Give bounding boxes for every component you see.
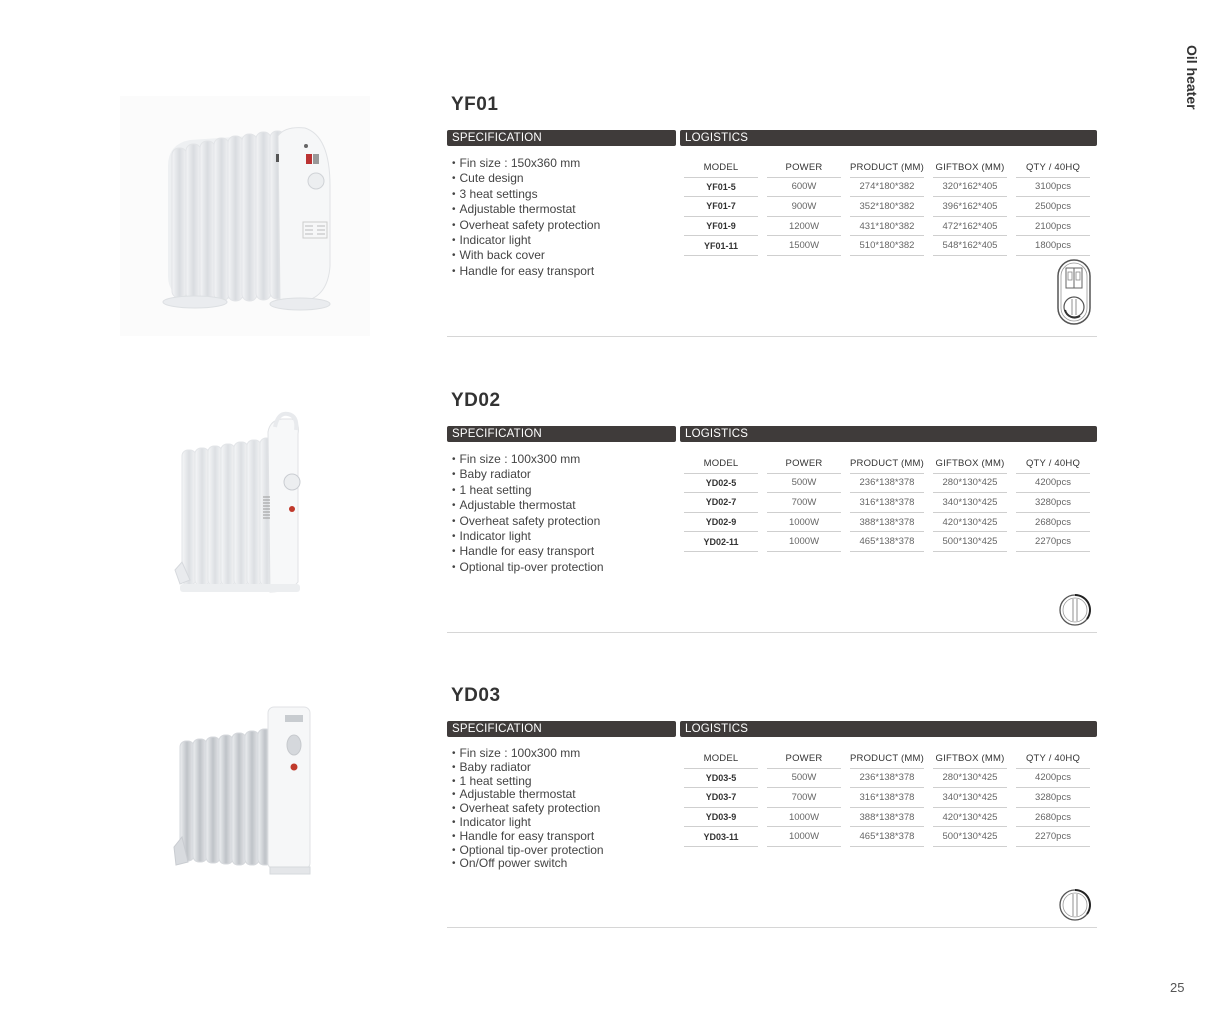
logistics-table bbox=[675, 454, 1099, 552]
cell-qty: 3280pcs bbox=[1016, 493, 1090, 513]
column-header-giftbox: GIFTBOX (MM) bbox=[933, 158, 1007, 178]
cell-product: 510*180*382 bbox=[850, 236, 924, 256]
table-row bbox=[684, 236, 1090, 256]
spec-item: • Fin size : 100x300 mm bbox=[452, 452, 604, 467]
thermostat-switch-panel-icon bbox=[1056, 258, 1092, 326]
column-header-giftbox: GIFTBOX (MM) bbox=[933, 749, 1007, 769]
model-title: YF01 bbox=[451, 94, 499, 115]
cell-giftbox: 320*162*405 bbox=[933, 178, 1007, 198]
table-row bbox=[684, 197, 1090, 217]
column-header-product: PRODUCT (MM) bbox=[850, 454, 924, 474]
cell-qty: 2270pcs bbox=[1016, 827, 1090, 847]
cell-model: YD02-5 bbox=[684, 474, 758, 494]
spec-item: • Indicator light bbox=[452, 233, 600, 248]
page-number: 25 bbox=[1170, 980, 1185, 995]
cell-model: YD03-7 bbox=[684, 788, 758, 808]
cell-power: 500W bbox=[767, 769, 841, 789]
model-title: YD03 bbox=[451, 685, 501, 706]
spec-item: • Overheat safety protection bbox=[452, 802, 604, 816]
spec-item: • Handle for easy transport bbox=[452, 264, 600, 279]
product-section-yd02 bbox=[0, 382, 1219, 678]
cell-qty: 3280pcs bbox=[1016, 788, 1090, 808]
column-header-model: MODEL bbox=[684, 749, 758, 769]
table-row bbox=[684, 827, 1090, 847]
cell-qty: 4200pcs bbox=[1016, 769, 1090, 789]
spec-item: • Optional tip-over protection bbox=[452, 560, 604, 575]
column-header-qty: QTY / 40HQ bbox=[1016, 158, 1090, 178]
thermostat-knob-icon bbox=[1057, 887, 1093, 923]
cell-qty: 4200pcs bbox=[1016, 474, 1090, 494]
cell-power: 600W bbox=[767, 178, 841, 198]
cell-product: 465*138*378 bbox=[850, 827, 924, 847]
oil-heater-rounded-image bbox=[120, 96, 370, 336]
cell-model: YD02-11 bbox=[684, 532, 758, 552]
spec-item: • Baby radiator bbox=[452, 467, 604, 482]
column-header-model: MODEL bbox=[684, 454, 758, 474]
cell-product: 431*180*382 bbox=[850, 217, 924, 237]
spec-item: • Adjustable thermostat bbox=[452, 498, 604, 513]
cell-qty: 2270pcs bbox=[1016, 532, 1090, 552]
spec-item: • Overheat safety protection bbox=[452, 514, 604, 529]
column-header-qty: QTY / 40HQ bbox=[1016, 749, 1090, 769]
cell-qty: 2100pcs bbox=[1016, 217, 1090, 237]
spec-item: • Optional tip-over protection bbox=[452, 844, 604, 858]
cell-power: 700W bbox=[767, 493, 841, 513]
spec-item: • Indicator light bbox=[452, 529, 604, 544]
cell-product: 316*138*378 bbox=[850, 493, 924, 513]
product-section-yd03 bbox=[0, 677, 1219, 973]
cell-product: 316*138*378 bbox=[850, 788, 924, 808]
spec-item: • Fin size : 100x300 mm bbox=[452, 747, 604, 761]
cell-giftbox: 548*162*405 bbox=[933, 236, 1007, 256]
table-header-row bbox=[684, 749, 1090, 769]
spec-list bbox=[452, 452, 604, 575]
cell-power: 1200W bbox=[767, 217, 841, 237]
cell-giftbox: 420*130*425 bbox=[933, 513, 1007, 533]
table-row bbox=[684, 474, 1090, 494]
model-title: YD02 bbox=[451, 390, 501, 411]
column-header-power: POWER bbox=[767, 749, 841, 769]
spec-item: • Indicator light bbox=[452, 816, 604, 830]
spec-item: • Adjustable thermostat bbox=[452, 788, 604, 802]
spec-item: • Adjustable thermostat bbox=[452, 202, 600, 217]
logistics-header: LOGISTICS bbox=[680, 130, 1097, 146]
cell-giftbox: 340*130*425 bbox=[933, 493, 1007, 513]
table-row bbox=[684, 178, 1090, 198]
cell-giftbox: 396*162*405 bbox=[933, 197, 1007, 217]
table-row bbox=[684, 493, 1090, 513]
cell-power: 1000W bbox=[767, 532, 841, 552]
spec-item: • 3 heat settings bbox=[452, 187, 600, 202]
cell-power: 500W bbox=[767, 474, 841, 494]
logistics-table bbox=[675, 158, 1099, 256]
column-header-qty: QTY / 40HQ bbox=[1016, 454, 1090, 474]
table-row bbox=[684, 769, 1090, 789]
cell-power: 1000W bbox=[767, 513, 841, 533]
spec-item: • 1 heat setting bbox=[452, 775, 604, 789]
cell-product: 274*180*382 bbox=[850, 178, 924, 198]
cell-giftbox: 280*130*425 bbox=[933, 769, 1007, 789]
cell-model: YF01-7 bbox=[684, 197, 758, 217]
table-header-row bbox=[684, 454, 1090, 474]
cell-model: YD03-11 bbox=[684, 827, 758, 847]
section-divider bbox=[447, 927, 1097, 928]
cell-power: 900W bbox=[767, 197, 841, 217]
column-header-product: PRODUCT (MM) bbox=[850, 749, 924, 769]
cell-qty: 2500pcs bbox=[1016, 197, 1090, 217]
cell-product: 236*138*378 bbox=[850, 474, 924, 494]
spec-item: • On/Off power switch bbox=[452, 857, 604, 871]
section-divider bbox=[447, 632, 1097, 633]
spec-item: • Handle for easy transport bbox=[452, 830, 604, 844]
spec-item: • Cute design bbox=[452, 171, 600, 186]
cell-qty: 1800pcs bbox=[1016, 236, 1090, 256]
cell-giftbox: 472*162*405 bbox=[933, 217, 1007, 237]
product-section-yf01 bbox=[0, 86, 1219, 382]
spec-item: • Overheat safety protection bbox=[452, 218, 600, 233]
thermostat-knob-icon bbox=[1057, 592, 1093, 628]
spec-list bbox=[452, 747, 604, 871]
cell-model: YF01-11 bbox=[684, 236, 758, 256]
cell-giftbox: 340*130*425 bbox=[933, 788, 1007, 808]
oil-heater-slim-image bbox=[120, 697, 370, 937]
spec-item: • Fin size : 150x360 mm bbox=[452, 156, 600, 171]
cell-model: YD03-5 bbox=[684, 769, 758, 789]
table-row bbox=[684, 808, 1090, 828]
cell-giftbox: 500*130*425 bbox=[933, 827, 1007, 847]
cell-product: 388*138*378 bbox=[850, 513, 924, 533]
table-row bbox=[684, 532, 1090, 552]
logistics-header: LOGISTICS bbox=[680, 721, 1097, 737]
cell-power: 1000W bbox=[767, 827, 841, 847]
spec-item: • 1 heat setting bbox=[452, 483, 604, 498]
column-header-product: PRODUCT (MM) bbox=[850, 158, 924, 178]
cell-product: 465*138*378 bbox=[850, 532, 924, 552]
cell-power: 1500W bbox=[767, 236, 841, 256]
cell-qty: 2680pcs bbox=[1016, 808, 1090, 828]
spec-item: • Handle for easy transport bbox=[452, 544, 604, 559]
spec-list bbox=[452, 156, 600, 279]
cell-giftbox: 420*130*425 bbox=[933, 808, 1007, 828]
cell-product: 236*138*378 bbox=[850, 769, 924, 789]
specification-header: SPECIFICATION bbox=[447, 721, 676, 737]
cell-power: 700W bbox=[767, 788, 841, 808]
cell-qty: 2680pcs bbox=[1016, 513, 1090, 533]
cell-model: YD02-9 bbox=[684, 513, 758, 533]
cell-product: 388*138*378 bbox=[850, 808, 924, 828]
logistics-table bbox=[675, 749, 1099, 847]
column-header-giftbox: GIFTBOX (MM) bbox=[933, 454, 1007, 474]
section-divider bbox=[447, 336, 1097, 337]
cell-model: YD02-7 bbox=[684, 493, 758, 513]
column-header-power: POWER bbox=[767, 454, 841, 474]
cell-product: 352*180*382 bbox=[850, 197, 924, 217]
spec-item: • Baby radiator bbox=[452, 761, 604, 775]
cell-model: YF01-5 bbox=[684, 178, 758, 198]
cell-model: YD03-9 bbox=[684, 808, 758, 828]
specification-header: SPECIFICATION bbox=[447, 130, 676, 146]
oil-heater-baby-image bbox=[120, 402, 370, 642]
logistics-header: LOGISTICS bbox=[680, 426, 1097, 442]
cell-model: YF01-9 bbox=[684, 217, 758, 237]
table-row bbox=[684, 217, 1090, 237]
specification-header: SPECIFICATION bbox=[447, 426, 676, 442]
table-header-row bbox=[684, 158, 1090, 178]
column-header-power: POWER bbox=[767, 158, 841, 178]
cell-giftbox: 500*130*425 bbox=[933, 532, 1007, 552]
column-header-model: MODEL bbox=[684, 158, 758, 178]
table-row bbox=[684, 788, 1090, 808]
spec-item: • With back cover bbox=[452, 248, 600, 263]
cell-power: 1000W bbox=[767, 808, 841, 828]
table-row bbox=[684, 513, 1090, 533]
category-label: Oil heater bbox=[1184, 44, 1200, 110]
cell-giftbox: 280*130*425 bbox=[933, 474, 1007, 494]
cell-qty: 3100pcs bbox=[1016, 178, 1090, 198]
